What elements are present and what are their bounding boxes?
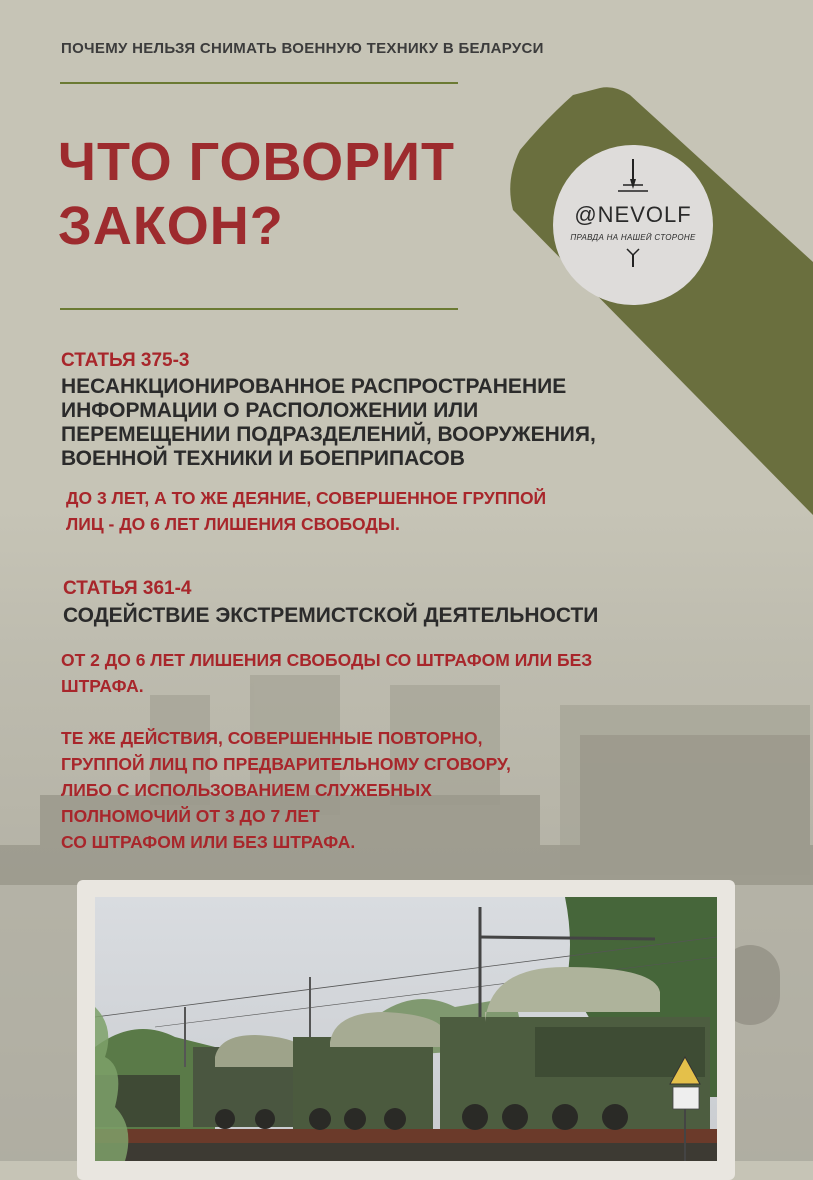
title-line: ЧТО ГОВОРИТ [58, 132, 455, 192]
article-title [61, 375, 596, 471]
article-penalty-aggravated [61, 725, 511, 855]
article-title-line: СОДЕЙСТВИЕ ЭКСТРЕМИСТСКОЙ ДЕЯТЕЛЬНОСТИ [63, 604, 599, 627]
divider-bottom [60, 308, 458, 310]
article-number: СТАТЬЯ 361-4 [63, 578, 192, 599]
article-title-line: ПЕРЕМЕЩЕНИИ ПОДРАЗДЕЛЕНИЙ, ВООРУЖЕНИЯ, [61, 423, 596, 446]
title-line: ЗАКОН? [58, 196, 284, 256]
penalty-line: ЛИБО С ИСПОЛЬЗОВАНИЕМ СЛУЖЕБНЫХ [61, 780, 432, 800]
article-penalty [61, 647, 592, 699]
header-text: ПОЧЕМУ НЕЛЬЗЯ СНИМАТЬ ВОЕННУЮ ТЕХНИКУ В БЕЛАРУСИ [61, 40, 544, 57]
penalty-line: ДО 3 ЛЕТ, А ТО ЖЕ ДЕЯНИЕ, СОВЕРШЕННОЕ ГРУППОЙ [66, 488, 547, 508]
penalty-line: ГРУППОЙ ЛИЦ ПО ПРЕДВАРИТЕЛЬНОМУ СГОВОРУ, [61, 754, 511, 774]
article-number: СТАТЬЯ 375-3 [61, 350, 190, 371]
article-title-line: ВОЕННОЙ ТЕХНИКИ И БОЕПРИПАСОВ [61, 447, 465, 470]
penalty-line: ЛИЦ - ДО 6 ЛЕТ ЛИШЕНИЯ СВОБОДЫ. [66, 514, 400, 534]
penalty-line: ПОЛНОМОЧИЙ ОТ 3 ДО 7 ЛЕТ [61, 806, 320, 826]
divider-top [60, 82, 458, 84]
article-title [63, 604, 598, 628]
page-title [58, 130, 455, 258]
nevolf-logo [553, 145, 713, 305]
article-title-line: ИНФОРМАЦИИ О РАСПОЛОЖЕНИИ ИЛИ [61, 399, 479, 422]
penalty-line: СО ШТРАФОМ ИЛИ БЕЗ ШТРАФА. [61, 832, 356, 852]
penalty-line: ТЕ ЖЕ ДЕЙСТВИЯ, СОВЕРШЕННЫЕ ПОВТОРНО, [61, 728, 483, 748]
logo-name: @NEVOLF [574, 202, 692, 227]
article-title-line: НЕСАНКЦИОНИРОВАННОЕ РАСПРОСТРАНЕНИЕ [61, 375, 567, 398]
penalty-line: ШТРАФА. [61, 676, 144, 696]
logo-tagline: ПРАВДА НА НАШЕЙ СТОРОНЕ [570, 233, 696, 242]
military-train-photo [95, 897, 717, 1161]
article-penalty [66, 485, 546, 537]
penalty-line: ОТ 2 ДО 6 ЛЕТ ЛИШЕНИЯ СВОБОДЫ СО ШТРАФОМ ИЛИ БЕЗ [61, 650, 593, 670]
